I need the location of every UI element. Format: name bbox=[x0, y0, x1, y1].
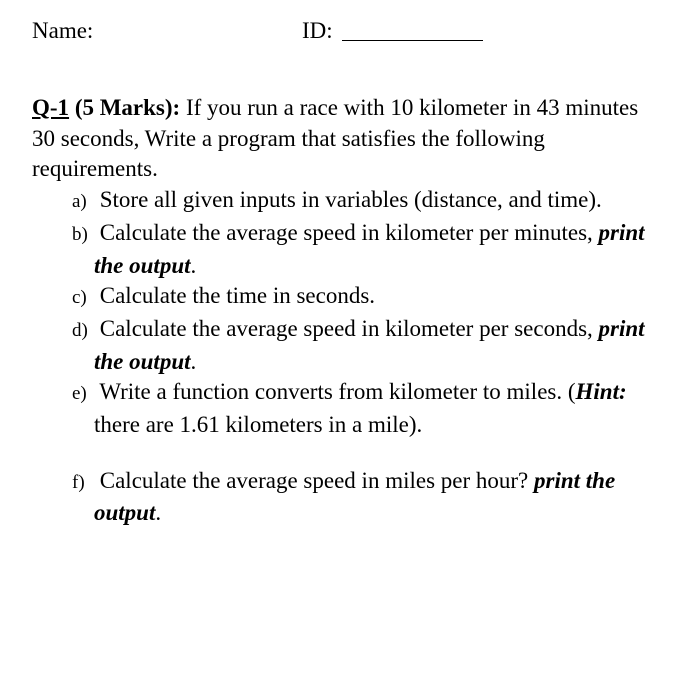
item-text: Calculate the time in seconds. bbox=[94, 283, 376, 309]
item-text: Calculate the average speed in miles per hour? bbox=[94, 467, 535, 493]
item-marker: d) bbox=[72, 319, 88, 341]
item-text: Calculate the average speed in kilometer per minutes, bbox=[94, 219, 599, 245]
item-emphasis: print the output bbox=[94, 219, 645, 278]
requirements-list bbox=[32, 185, 652, 529]
item-marker: c) bbox=[72, 287, 87, 309]
item-marker: a) bbox=[72, 191, 87, 213]
id-blank-line bbox=[342, 40, 483, 41]
list-item bbox=[32, 466, 652, 529]
item-emphasis: print the output bbox=[94, 315, 645, 374]
item-text-end: . bbox=[190, 252, 197, 278]
list-item bbox=[32, 314, 652, 377]
item-text-end: . bbox=[155, 500, 162, 526]
question-label bbox=[32, 95, 180, 120]
student-header bbox=[32, 16, 652, 46]
list-item bbox=[32, 218, 652, 281]
item-text: Calculate the average speed in kilometer per seconds, bbox=[94, 315, 599, 341]
name-label: Name: bbox=[32, 18, 94, 43]
list-item bbox=[32, 281, 652, 314]
item-text: Store all given inputs in variables (distance, and time). bbox=[94, 187, 602, 213]
question-marks: (5 Marks): bbox=[69, 95, 181, 120]
question-text: If you run a race with 10 kilometer in 43 minutes 30 seconds, Write a program that satisfies the following requirements. bbox=[32, 95, 639, 182]
list-item bbox=[32, 185, 652, 218]
item-emphasis: print the output bbox=[94, 467, 616, 526]
question-number: Q-1 bbox=[32, 95, 70, 120]
question-prompt bbox=[32, 93, 652, 185]
item-text: Write a function converts from kilometer to miles. ( bbox=[94, 379, 576, 405]
item-marker: e) bbox=[72, 383, 87, 405]
item-marker: f) bbox=[72, 471, 85, 493]
hint-label: Hint: bbox=[575, 379, 627, 405]
item-text-end: . bbox=[190, 348, 197, 374]
item-marker: b) bbox=[72, 223, 88, 245]
list-item bbox=[32, 377, 652, 440]
item-text-end: there are 1.61 kilometers in a mile). bbox=[94, 412, 423, 438]
question-1 bbox=[32, 93, 652, 529]
id-label: ID: bbox=[302, 18, 333, 43]
